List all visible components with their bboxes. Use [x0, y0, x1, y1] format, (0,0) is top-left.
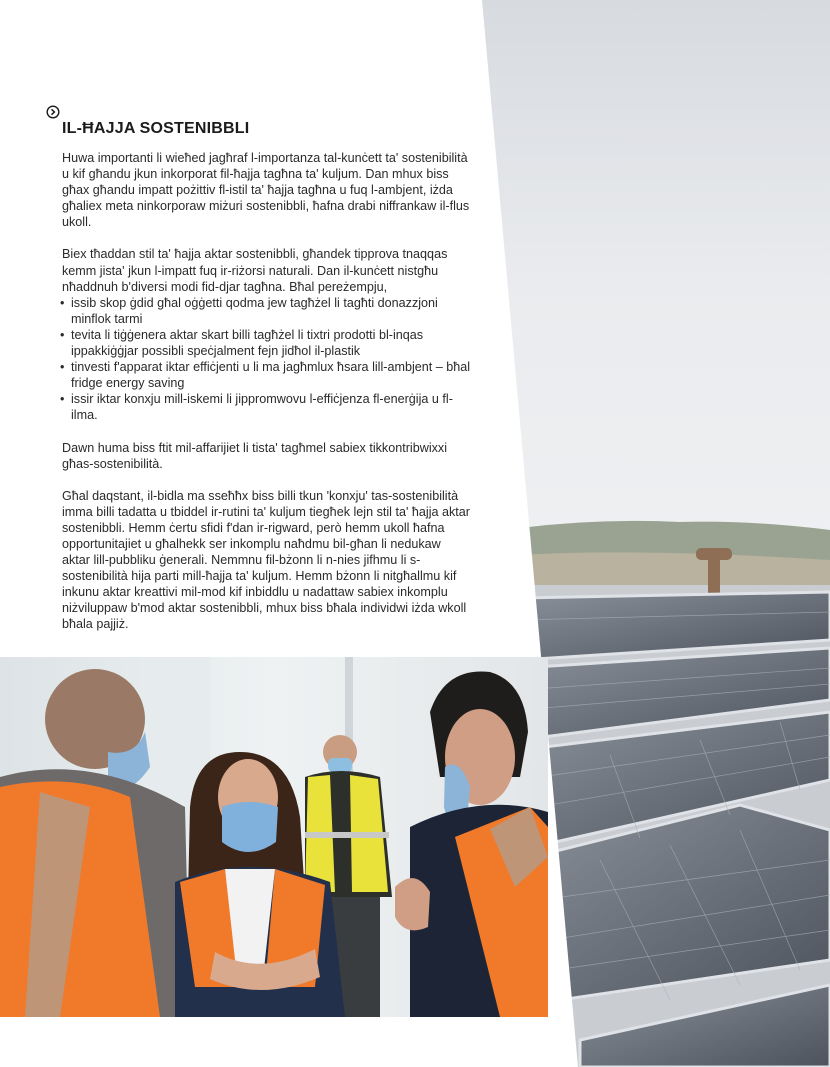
list-item: • issib skop ġdid għal oġġetti qodma jew tagħżel li tagħti donazzjoni minflok tarmi [62, 295, 472, 327]
list-item: • tinvesti f'apparat iktar effiċjenti u li ma jagħmlux ħsara lill-ambjent – bħal fridge energy saving [62, 359, 472, 391]
meeting-photo [0, 657, 548, 1017]
paragraph-summary: Dawn huma biss ftit mil-affarijiet li tista' tagħmel sabiex tikkontribwixxi għas-sostenibilità. [62, 440, 448, 471]
list-item: • issir iktar konxju mill-iskemi li jippromwovu l-effiċjenza fl-enerġija u fl-ilma. [62, 391, 472, 423]
list-item: • tevita li tiġġenera aktar skart billi tagħżel li tixtri prodotti bl-inqas ippakkiġġjar possibli speċjalment fejn jidħol il-plastik [62, 327, 472, 359]
paragraph-conclusion: Għal daqstant, il-bidla ma sseħħx biss billi tkun 'konxju' tas-sostenibilità imma billi tadatta u tbiddel ir-rutini ta' kuljum tiegħek lejn stil ta' ħajja aktar sostenibbli. Hemm ċertu sfidi f'dan ir-rigward, però hemm ukoll ħafna opportunitajiet u għalhekk ser inkomplu naħdmu bil-għan li nedukaw aktar lill-pubbliku ġenerali. Nemmnu fil-bżonn li n-nies jifhmu li s-sostenibilità hija parti mill-ħajja ta' kuljum. Hemm bżonn li nitgħallmu kif inkunu aktar kreattivi mil-mod kif inbiddlu u nadattaw sabiex inkomplu niżviluppaw b'mod aktar sostenibbli, mhux biss bħala individwi iżda wkoll bħala pajjiż. [62, 488, 470, 632]
arrow-right-circle-icon [46, 105, 60, 119]
article-body [62, 150, 472, 649]
section-heading: IL-ĦAJJA SOSTENIBBLI [62, 120, 250, 137]
paragraph-examples-intro: Biex tħaddan stil ta' ħajja aktar sostenibbli, għandek tipprova tnaqqas kemm jista' jkun l-impatt fuq ir-riżorsi naturali. Dan il-kunċett nistgħu nħaddnuh b'diversi modi fid-djar tagħna. Bħal pereżempju, [62, 247, 448, 294]
examples-list [62, 295, 472, 424]
paragraph-intro: Huwa importanti li wieħed jagħraf l-importanza tal-kunċett ta' sostenibilità u kif għandu jkun inkorporat fil-ħajja tagħna ta' kuljum. Dan mhux biss għax għandu impatt pożittiv fl-istil ta' ħajja tagħna u fuq l-ambjent, iżda għaliex meta ninkorporaw miżuri sostenibbli, ħafna drabi niffrankaw il-flus ukoll. [62, 151, 470, 230]
